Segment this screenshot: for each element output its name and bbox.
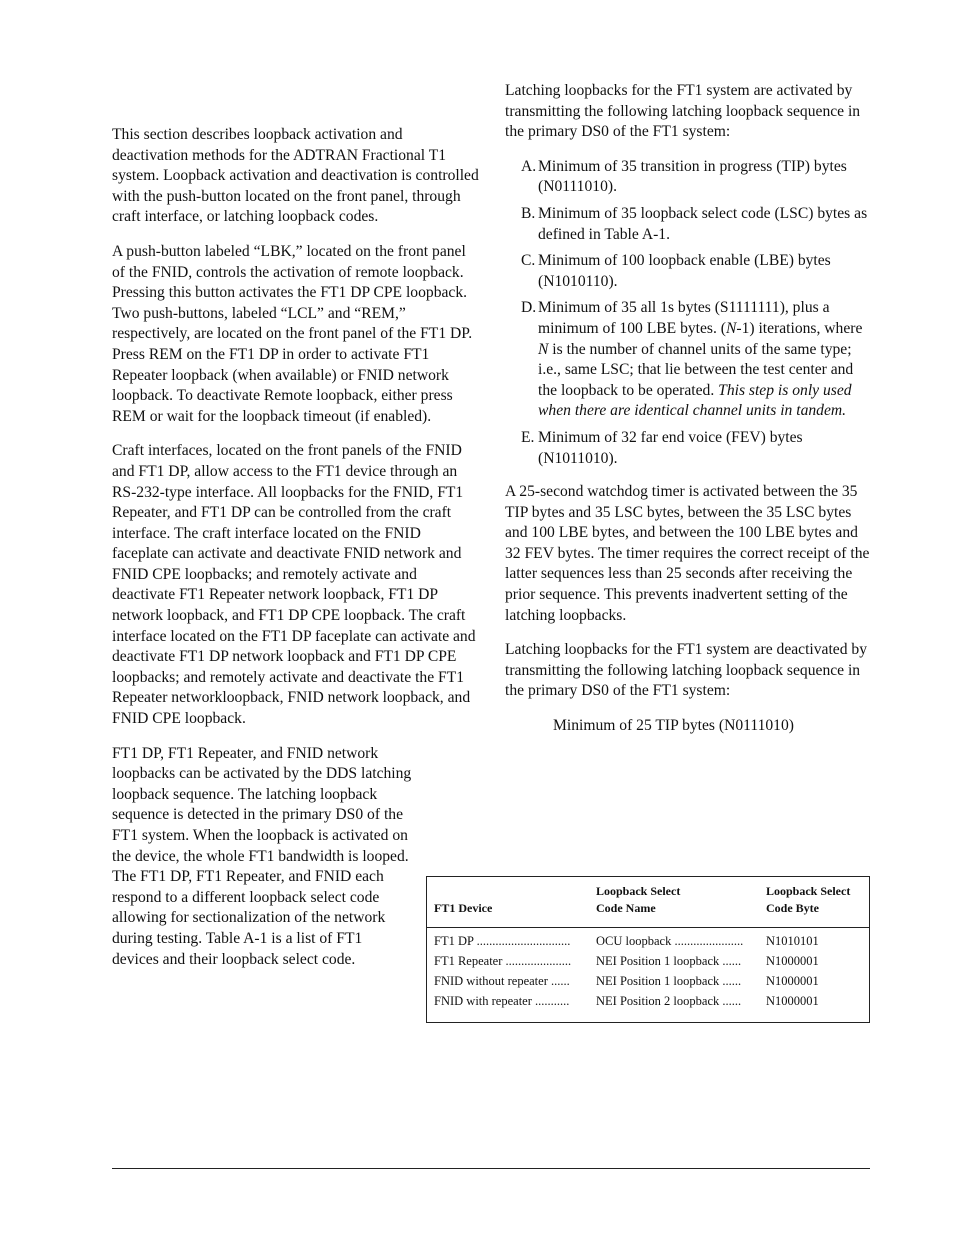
list-item-letter: E. (521, 428, 535, 446)
list-item-text: Minimum of 32 far end voice (FEV) bytes (N1011010). (538, 428, 803, 467)
header-code-byte-line1: Loopback Select (766, 884, 851, 898)
cell-device: FNID with repeater ........... (434, 994, 570, 1008)
table-row (427, 971, 869, 991)
list-item (505, 251, 873, 292)
cell-code-byte: N1000001 (766, 954, 819, 968)
list-item-text: Minimum of 100 loopback enable (LBE) bytes (N1010110). (538, 252, 831, 290)
variable-n: N (538, 340, 549, 358)
header-ft1-device: FT1 Device (434, 901, 493, 915)
push-button-paragraph: A push-button labeled “LBK,” located on the front panel of the FNID, controls the activation of remote loopback. Pressing this button activates the FT1 DP CPE loopback. Two push-buttons, labeled “LCL” and “REM,” respectively, are located on the front panel of the FT1 DP. Press REM on the FT1 DP in order to activate FT1 Repeater loopback (when available) or FNID network loopback. To deactivate Remote loopback, either press REM or wait for the loopback timeout (if enabled). (112, 242, 473, 425)
cell-code-byte: N1000001 (766, 994, 819, 1008)
cell-code-name: NEI Position 1 loopback ...... (596, 954, 742, 968)
list-item-text: Minimum of 35 all 1s bytes (S1111111), plus a minimum of 100 LBE bytes. ( (538, 299, 830, 337)
header-code-byte-line2: Code Byte (766, 901, 819, 915)
header-code-name-line2: Code Name (596, 901, 656, 915)
activation-steps-list (505, 157, 873, 469)
craft-interface-paragraph: Craft interfaces, located on the front panels of the FNID and FT1 DP, allow access to the FT1 device through an RS-232-type interface. All loopbacks for the FNID, FT1 Repeater, and FT1 DP can be controlled from the craft interface. The craft interface located on the FNID faceplate can activate and deactivate FNID network and FNID CPE loopbacks; and remotely activate and deactivate FT1 Repeater network loopback, FT1 DP network loopback, and FT1 DP CPE loopback. The craft interface located on the FT1 DP faceplate can activate and deactivate FT1 DP network loopback and FT1 DP CPE loopbacks; and remotely activate and deactivate the FT1 Repeater networkloopback, FNID network loopback, and FNID CPE loopback. (112, 442, 476, 728)
list-item-letter: C. (521, 252, 536, 270)
list-item (505, 157, 873, 198)
variable-n: N (725, 319, 737, 337)
watchdog-paragraph: A 25-second watchdog timer is activated between the 35 TIP bytes and 35 LSC bytes, between the 35 LSC bytes and 100 LBE bytes, and between the 100 LBE bytes and 32 FEV bytes. The timer requires the correct receipt of the latter sequences less than 25 seconds after receiving the prior sequence. This prevents inadvertent setting of the latching loopbacks. (505, 483, 870, 624)
table-row (427, 931, 869, 951)
cell-code-byte: N1000001 (766, 974, 819, 988)
list-item-text: Minimum of 35 loopback select code (LSC) bytes as defined in Table A-1. (538, 204, 868, 243)
table-row (427, 951, 869, 971)
tandem-note: This step is only used when there are identical channel units in tandem. (538, 381, 852, 420)
cell-device: FT1 DP .............................. (434, 934, 571, 948)
table-body (427, 931, 869, 1011)
cell-device: FNID without repeater ...... (434, 974, 570, 988)
cell-code-byte: N1010101 (766, 934, 819, 948)
cell-code-name: NEI Position 1 loopback ...... (596, 974, 742, 988)
list-item-letter: A. (521, 157, 537, 175)
list-item (505, 204, 873, 245)
cell-code-name: OCU loopback ...................... (596, 934, 744, 948)
tip-minimum-line: Minimum of 25 TIP bytes (N0111010) (553, 717, 794, 735)
list-item-text: Minimum of 35 transition in progress (TIP) bytes (N0111010). (538, 157, 847, 196)
list-item (505, 428, 873, 469)
dds-latching-paragraph: FT1 DP, FT1 Repeater, and FNID network loopbacks can be activated by the DDS latching loopback sequence. The latching loopback sequence is detected in the primary DS0 of the FT1 system. When the loopback is activated on the device, the whole FT1 bandwidth is looped. The FT1 DP, FT1 Repeater, and FNID each respond to a different loopback select code allowing for sectionalization of the network during testing. Table A-1 is a list of FT1 devices and their loopback select code. (112, 744, 412, 968)
list-item (505, 298, 873, 422)
list-item-text: -1) iterations, where (736, 319, 863, 337)
table-row (427, 991, 869, 1011)
intro-paragraph: This section describes loopback activation and deactivation methods for the ADTRAN Fractional T1 system. Loopback activation and deactivation is controlled with the push-button located on the front panel, through craft interface, or latching loopback codes. (112, 126, 479, 226)
list-item-letter: D. (521, 299, 537, 317)
deactivation-paragraph: Latching loopbacks for the FT1 system are deactivated by transmitting the following latching loopback sequence in the primary DS0 of the FT1 system: (505, 641, 868, 700)
cell-device: FT1 Repeater ..................... (434, 954, 572, 968)
right-column (505, 81, 873, 751)
table-header (427, 877, 869, 928)
header-code-name-line1: Loopback Select (596, 884, 681, 898)
loopback-code-table (426, 876, 870, 1023)
left-column (112, 125, 480, 984)
list-item-text: is the number of channel units of the same type; i.e., same LSC; that lie between the test center and the loopback to be operated. (538, 340, 854, 399)
list-item-letter: B. (521, 204, 536, 222)
footer-rule (112, 1168, 870, 1169)
activation-intro-paragraph: Latching loopbacks for the FT1 system are activated by transmitting the following latching loopback sequence in the primary DS0 of the FT1 system: (505, 82, 861, 141)
cell-code-name: NEI Position 2 loopback ...... (596, 994, 742, 1008)
